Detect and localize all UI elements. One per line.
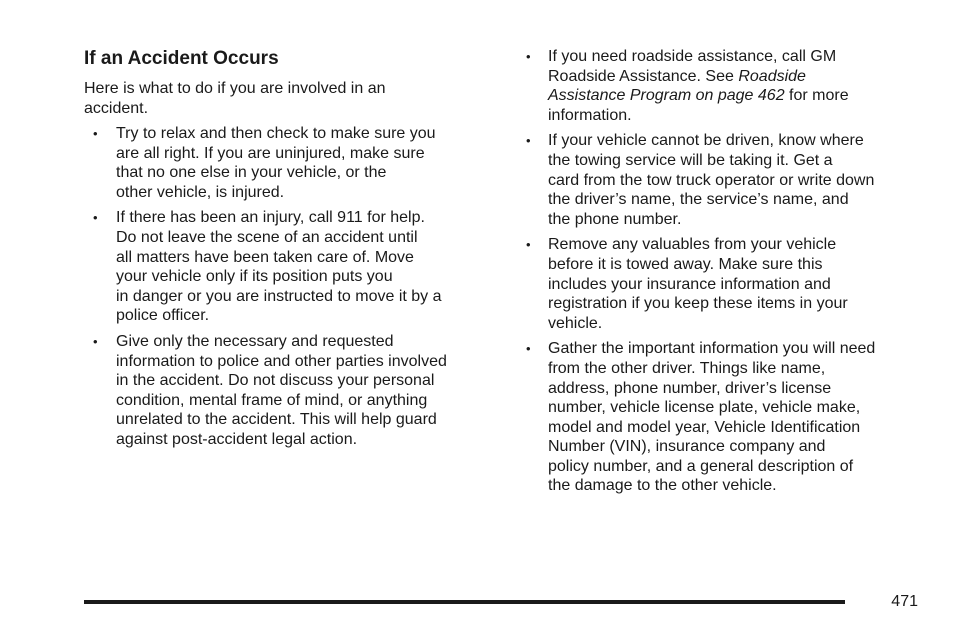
text-line: that no one else in your vehicle, or the [116,164,387,182]
bullet-icon: • [526,341,531,357]
cross-reference-link[interactable]: Roadside [738,67,806,85]
text-line: Number (VIN), insurance company and [548,438,826,456]
text-line: card from the tow truck operator or write down [548,171,875,189]
text-line: model and model year, Vehicle Identification [548,418,861,436]
bullet-item [526,131,875,229]
text-line: unrelated to the accident. This will help guard [116,411,437,429]
bullet-icon: • [93,126,98,141]
text-line: are all right. If you are uninjured, make sure [116,144,425,162]
text-line: the driver’s name, the service’s name, and [548,191,849,209]
text-line: policy number, and a general description of [548,457,854,475]
bullet-item [84,124,447,202]
text-line: address, phone number, driver’s license [548,379,832,397]
text-line: accident. [84,99,149,117]
text-line: before it is towed away. Make sure this [548,255,823,273]
text-line: your vehicle only if its position puts you [116,268,393,286]
bullet-item [84,208,447,326]
text-line: all matters have been taken care of. Move [116,248,414,266]
bullet-item-roadside-assistance [526,47,875,125]
bullet-icon: • [93,333,98,349]
bullet-item [526,339,875,496]
text-line: police officer. [116,307,210,325]
text-line: If there has been an injury, call 911 for help. [116,209,425,227]
section-heading: If an Accident Occurs [84,48,279,69]
footer-rule [84,600,845,604]
text-line [548,67,875,87]
text-line: against post-accident legal action. [116,430,358,448]
text-line: Try to relax and then check to make sure you [116,125,436,142]
text-line: number, vehicle license plate, vehicle make, [548,399,861,417]
text-line: in danger or you are instructed to move it by a [116,287,442,305]
text-segment: for more [784,87,849,105]
bullet-icon: • [526,133,531,149]
text-line: the towing service will be taking it. Get a [548,151,833,169]
text-line: the damage to the other vehicle. [548,477,777,495]
text-line: includes your insurance information and [548,275,831,293]
text-line: Here is what to do if you are involved in an [84,80,386,97]
text-line: information to police and other parties involved [116,352,447,370]
text-line: from the other driver. Things like name, [548,359,826,377]
text-line: If you need roadside assistance, call GM [548,48,837,65]
text-line: condition, mental frame of mind, or anything [116,391,428,409]
text-line: in the accident. Do not discuss your personal [116,372,435,390]
bullet-icon: • [526,49,531,64]
bullet-item [526,235,875,333]
text-line: registration if you keep these items in your [548,295,848,313]
text-line: Gather the important information you will need [548,340,876,358]
text-line: Give only the necessary and requested [116,332,394,350]
bullet-icon: • [526,237,531,253]
text-line: vehicle. [548,314,603,332]
text-segment: Roadside Assistance. See [548,67,739,85]
cross-reference-link[interactable]: Assistance Program on page 462 [548,87,785,105]
intro-paragraph [84,79,444,118]
left-bullet-list [84,124,447,456]
text-line: Remove any valuables from your vehicle [548,236,837,254]
bullet-item [84,332,447,450]
right-bullet-list [526,47,875,502]
text-line: other vehicle, is injured. [116,183,285,201]
text-line: the phone number. [548,210,682,228]
bullet-icon: • [93,210,98,226]
page-number: 471 [891,593,918,610]
text-line: Do not leave the scene of an accident until [116,228,418,246]
text-line: information. [548,106,632,124]
text-line [548,86,875,106]
text-line: If your vehicle cannot be driven, know where [548,132,864,150]
